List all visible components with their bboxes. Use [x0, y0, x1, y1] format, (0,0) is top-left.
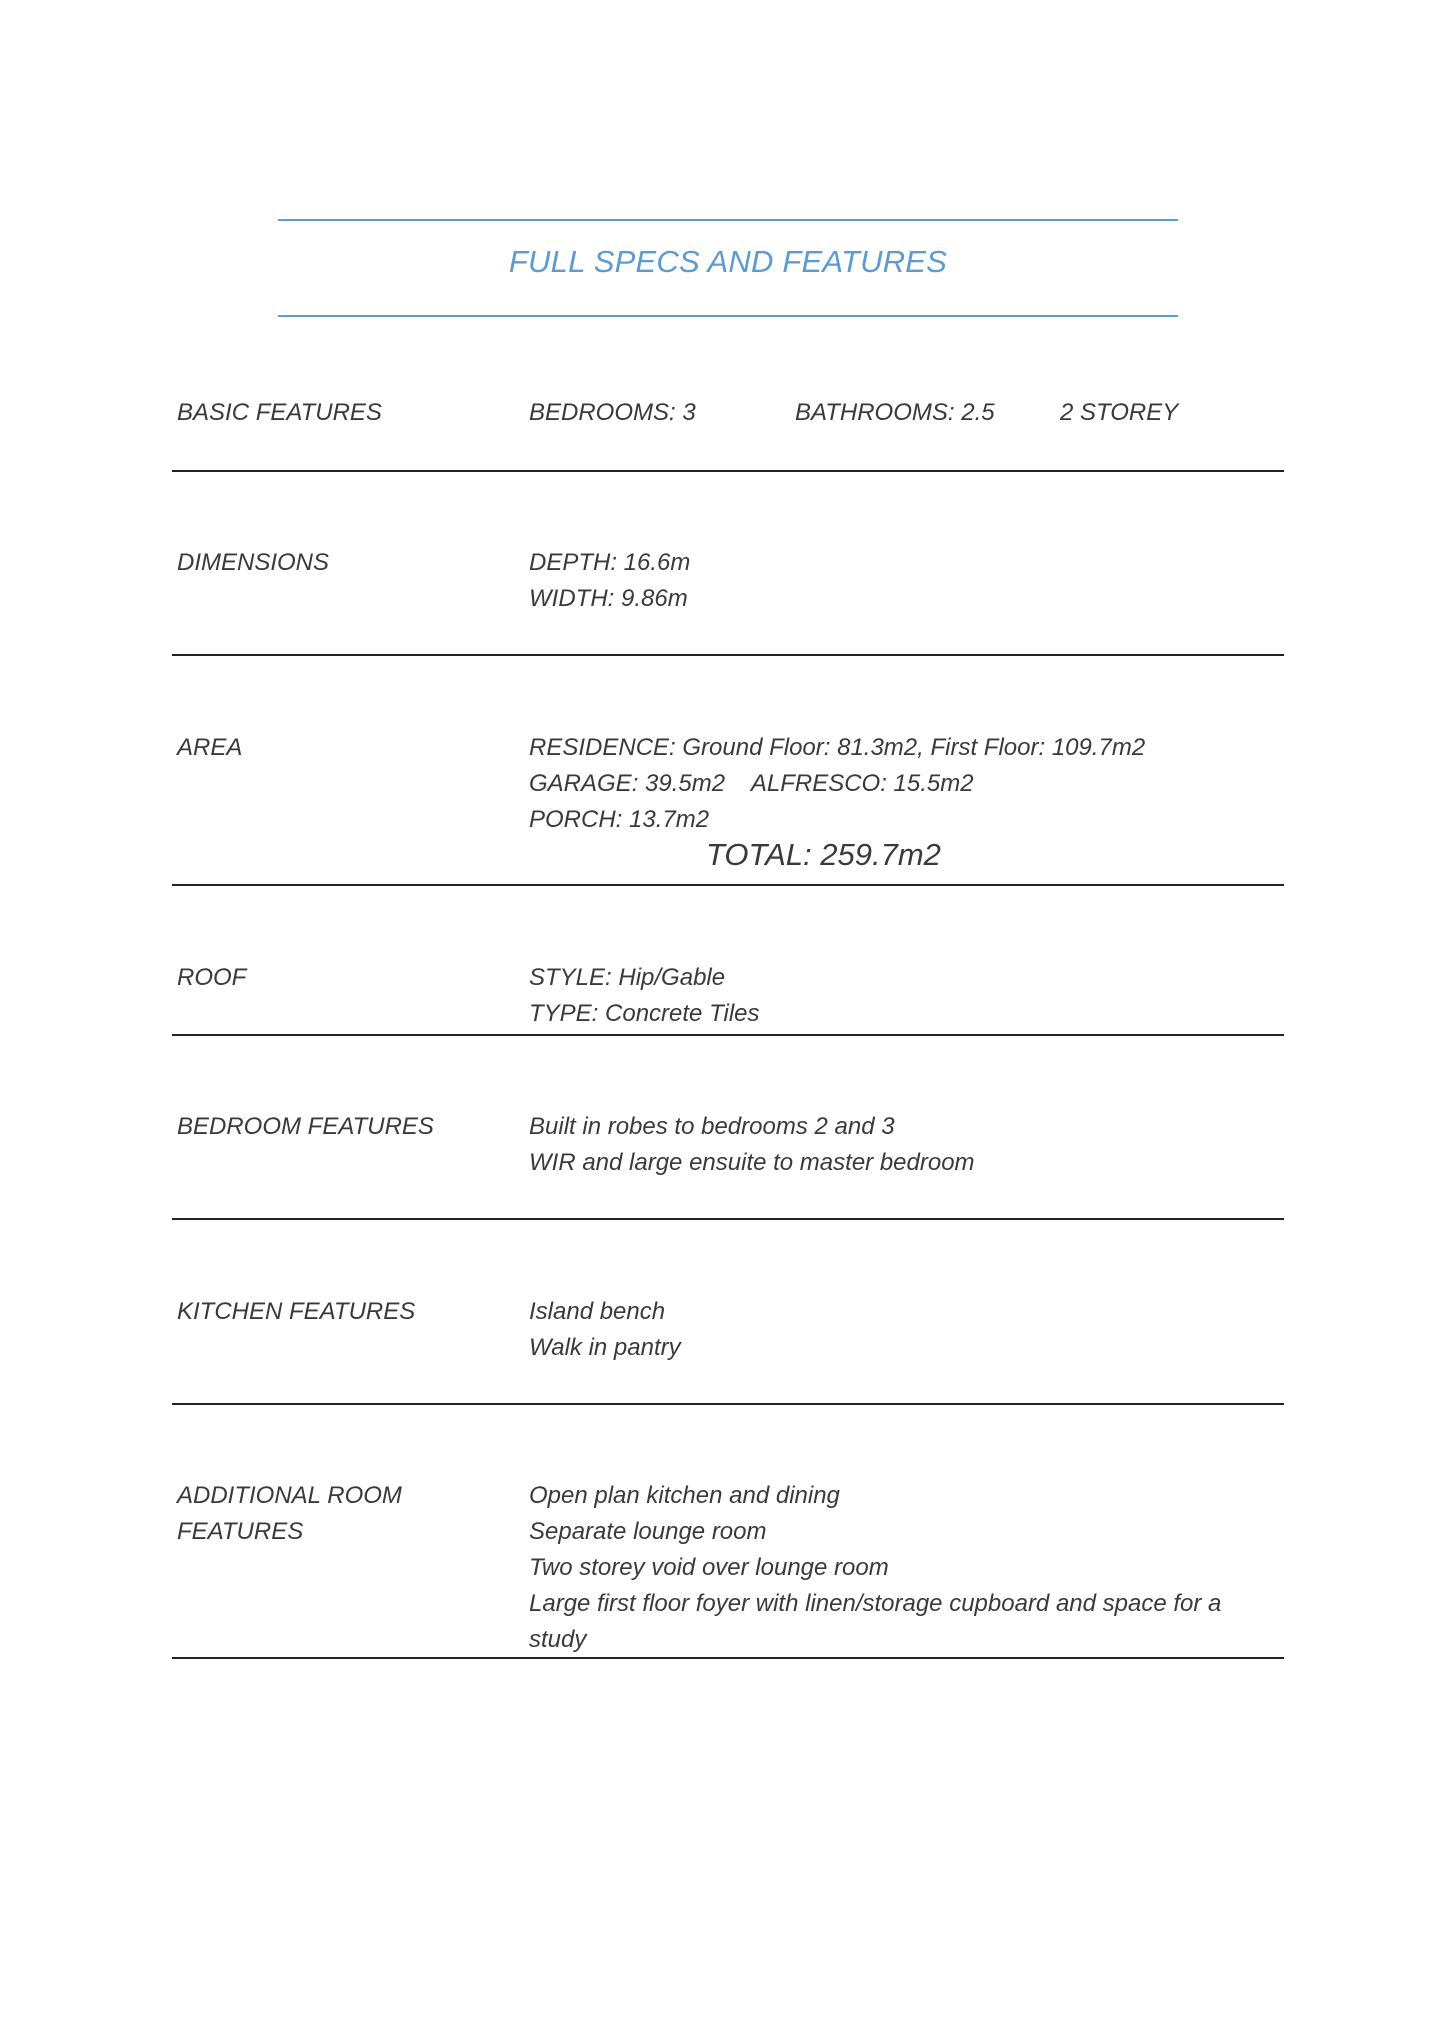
bedrooms-value: BEDROOMS: 3: [529, 399, 696, 426]
kitchen-feature-item: Walk in pantry: [529, 1334, 681, 1361]
bedroom-feature-item: Built in robes to bedrooms 2 and 3: [529, 1113, 895, 1140]
bedroom-feature-item: WIR and large ensuite to master bedroom: [529, 1149, 975, 1176]
area-label: AREA: [177, 734, 243, 761]
bathrooms-value: BATHROOMS: 2.5: [795, 399, 995, 426]
title-top-rule: [278, 219, 1178, 221]
row-divider: [172, 1034, 1284, 1036]
title-bottom-rule: [278, 315, 1178, 317]
storey-value: 2 STOREY: [1060, 399, 1179, 426]
total-area: TOTAL: 259.7m2: [706, 837, 941, 872]
bedroom-features-label: BEDROOM FEATURES: [177, 1113, 434, 1140]
row-divider: [172, 884, 1284, 886]
additional-feature-item: Two storey void over lounge room: [529, 1554, 889, 1581]
depth-value: DEPTH: 16.6m: [529, 549, 691, 576]
page-title: FULL SPECS AND FEATURES: [508, 244, 948, 279]
roof-values: [529, 960, 1269, 1032]
porch-area: PORCH: 13.7m2: [529, 806, 710, 833]
roof-style: STYLE: Hip/Gable: [529, 964, 726, 991]
dimensions-label: DIMENSIONS: [177, 549, 330, 576]
row-divider: [172, 1657, 1284, 1659]
roof-type: TYPE: Concrete Tiles: [529, 1000, 760, 1027]
width-value: WIDTH: 9.86m: [529, 585, 688, 612]
row-divider: [172, 470, 1284, 472]
additional-feature-item: Large first floor foyer with linen/storage cupboard and space for a study: [529, 1590, 1222, 1653]
area-values: [529, 730, 1269, 838]
roof-label: ROOF: [177, 964, 247, 991]
additional-label-line: ADDITIONAL ROOM: [177, 1482, 402, 1509]
kitchen-feature-item: Island bench: [529, 1298, 666, 1325]
residence-area: RESIDENCE: Ground Floor: 81.3m2, First Floor: 109.7m2: [529, 734, 1146, 761]
row-divider: [172, 654, 1284, 656]
additional-feature-item: Separate lounge room: [529, 1518, 767, 1545]
row-divider: [172, 1403, 1284, 1405]
additional-features-label: [177, 1478, 402, 1550]
kitchen-features-values: [529, 1294, 1269, 1366]
basic-features-label: BASIC FEATURES: [177, 399, 382, 426]
dimensions-values: [529, 545, 1269, 617]
additional-feature-item: Open plan kitchen and dining: [529, 1482, 840, 1509]
bedroom-features-values: [529, 1109, 1269, 1181]
row-divider: [172, 1218, 1284, 1220]
kitchen-features-label: KITCHEN FEATURES: [177, 1298, 416, 1325]
garage-alfresco-area: GARAGE: 39.5m2 ALFRESCO: 15.5m2: [529, 770, 974, 797]
additional-features-values: [529, 1478, 1269, 1658]
additional-label-line: FEATURES: [177, 1518, 304, 1545]
